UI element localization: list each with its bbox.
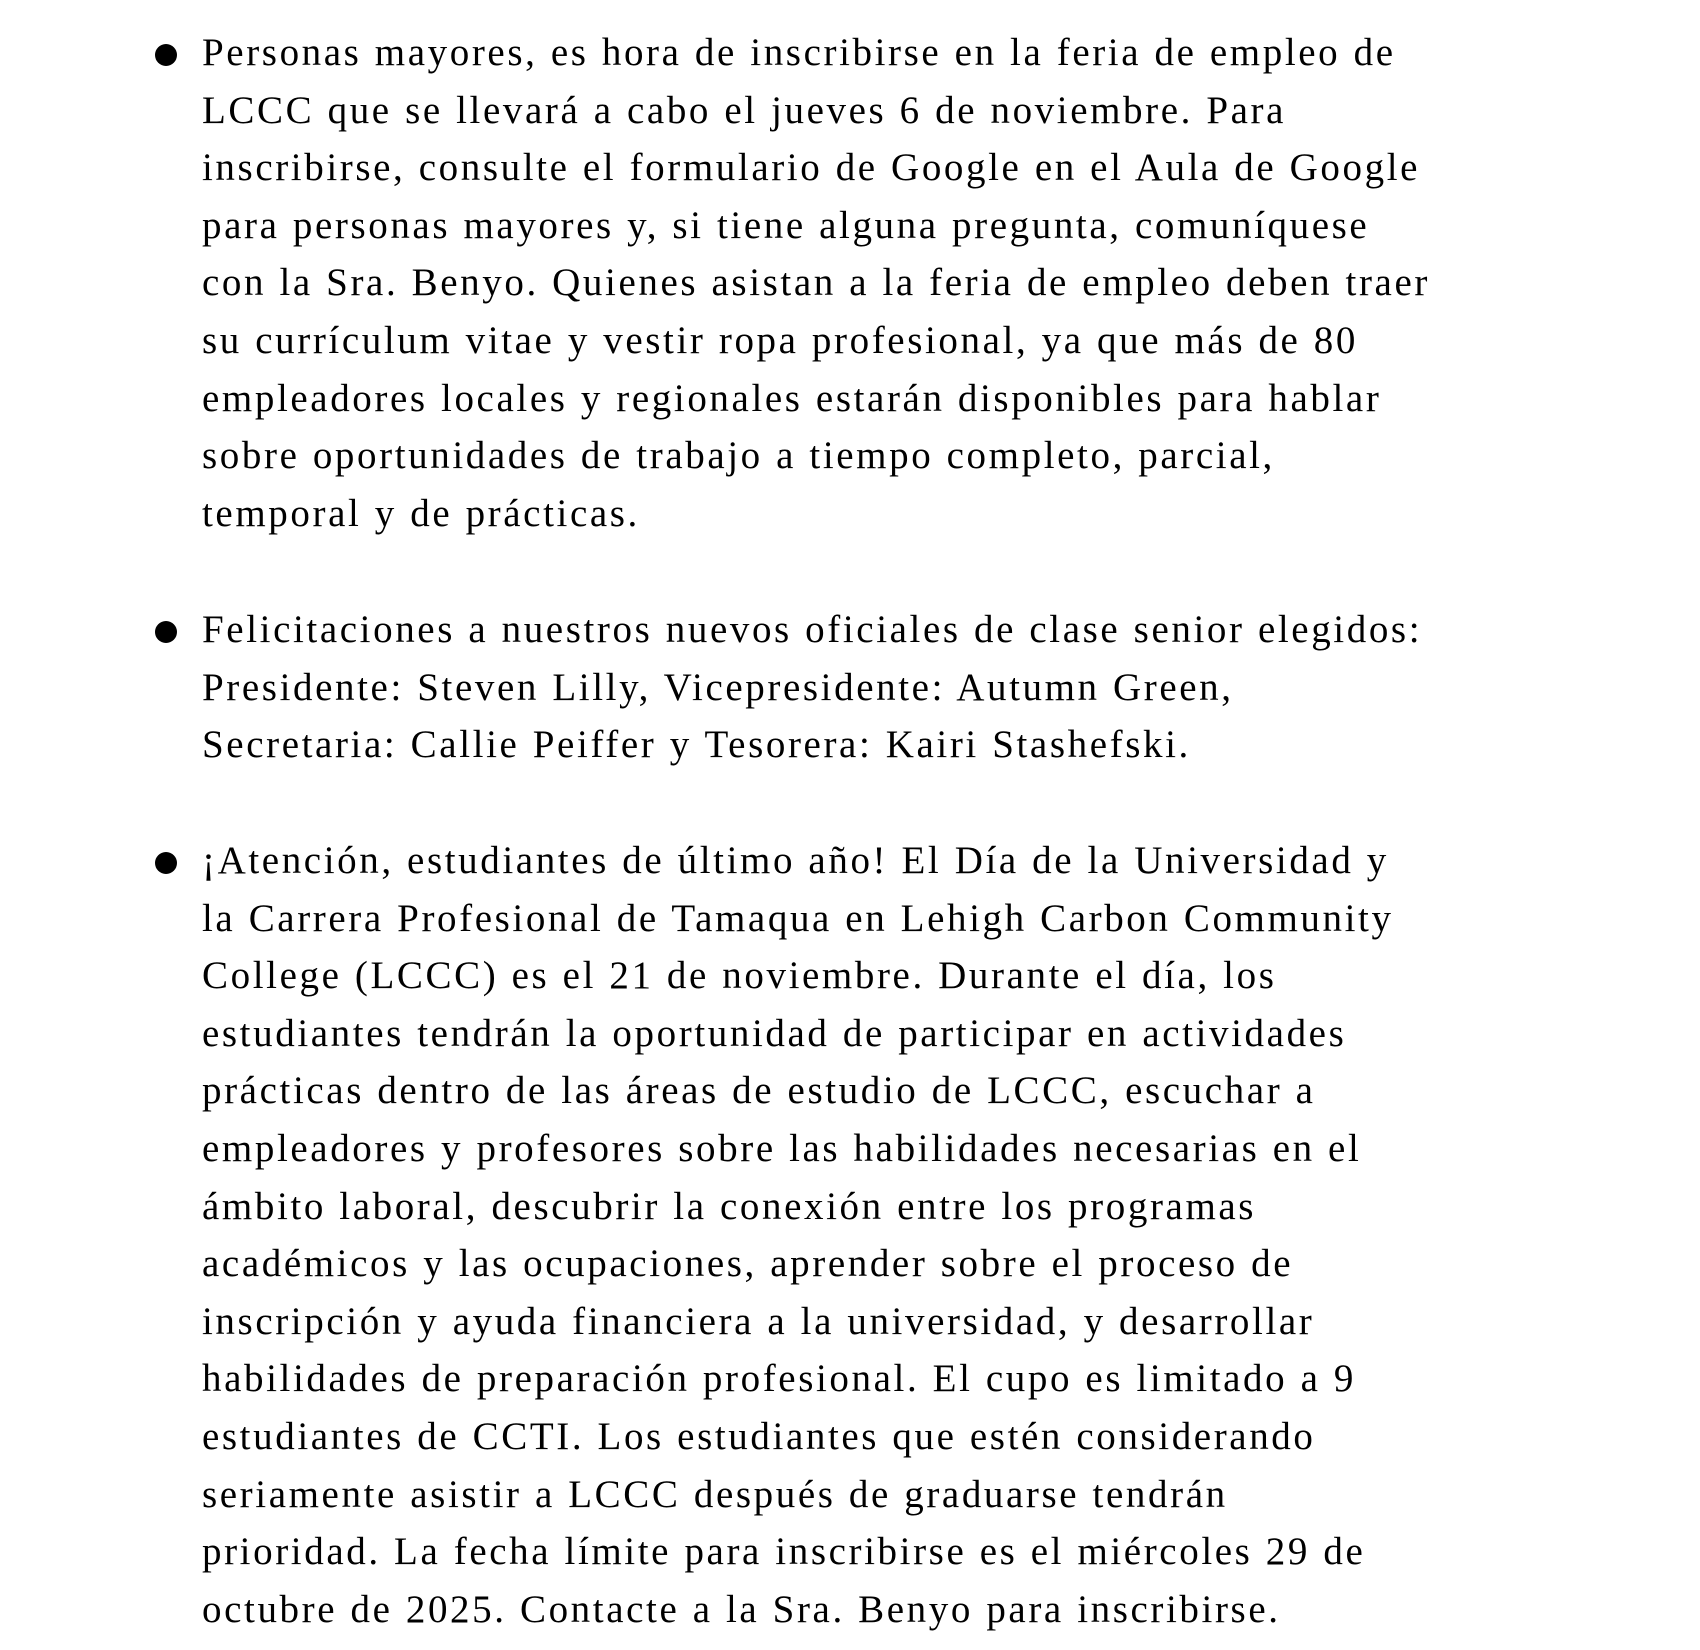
text-line: empleadores y profesores sobre las habilidades necesarias en el — [202, 1126, 1362, 1170]
text-line: ámbito laboral, descubrir la conexión entre los programas — [202, 1184, 1257, 1228]
text-line: académicos y las ocupaciones, aprender sobre el proceso de — [202, 1242, 1294, 1286]
text-line: seriamente asistir a LCCC después de graduarse tendrán — [202, 1472, 1228, 1516]
text-line: estudiantes de CCTI. Los estudiantes que estén considerando — [202, 1414, 1316, 1458]
text-line: Personas mayores, es hora de inscribirse en la feria de empleo de — [202, 31, 1396, 74]
bullet-icon — [155, 621, 177, 643]
text-line: temporal y de prácticas. — [202, 491, 640, 535]
announcement-text — [202, 601, 1622, 774]
text-line: LCCC que se llevará a cabo el jueves 6 de noviembre. Para — [202, 88, 1287, 132]
text-line: College (LCCC) es el 21 de noviembre. Durante el día, los — [202, 954, 1277, 998]
text-line: sobre oportunidades de trabajo a tiempo completo, parcial, — [202, 434, 1275, 478]
text-line: ¡Atención, estudiantes de último año! El Día de la Universidad y — [202, 839, 1389, 882]
text-line: prioridad. La fecha límite para inscribirse es el miércoles 29 de — [202, 1530, 1366, 1574]
text-line: inscribirse, consulte el formulario de Google en el Aula de Google — [202, 146, 1421, 190]
text-line: la Carrera Profesional de Tamaqua en Lehigh Carbon Community — [202, 896, 1394, 940]
text-line: para personas mayores y, si tiene alguna pregunta, comuníquese — [202, 203, 1370, 247]
bullet-icon — [155, 852, 177, 874]
text-line: Felicitaciones a nuestros nuevos oficiales de clase senior elegidos: — [202, 608, 1423, 651]
text-line: Secretaria: Callie Peiffer y Tesorera: Kairi Stashefski. — [202, 723, 1191, 767]
text-line: empleadores locales y regionales estarán disponibles para hablar — [202, 376, 1382, 420]
text-line: con la Sra. Benyo. Quienes asistan a la feria de empleo deben traer — [202, 261, 1430, 305]
text-line: prácticas dentro de las áreas de estudio de LCCC, escuchar a — [202, 1069, 1316, 1113]
announcement-text — [202, 832, 1622, 1638]
text-line: inscripción y ayuda financiera a la universidad, y desarrollar — [202, 1299, 1315, 1343]
bullet-icon — [155, 44, 177, 66]
text-line: octubre de 2025. Contacte a la Sra. Benyo para inscribirse. — [202, 1587, 1281, 1631]
text-line: estudiantes tendrán la oportunidad de participar en actividades — [202, 1011, 1347, 1055]
announcement-text — [202, 24, 1622, 542]
text-line: habilidades de preparación profesional. El cupo es limitado a 9 — [202, 1357, 1356, 1401]
text-line: Presidente: Steven Lilly, Vicepresidente: Autumn Green, — [202, 665, 1234, 709]
text-line: su currículum vitae y vestir ropa profesional, ya que más de 80 — [202, 318, 1359, 362]
